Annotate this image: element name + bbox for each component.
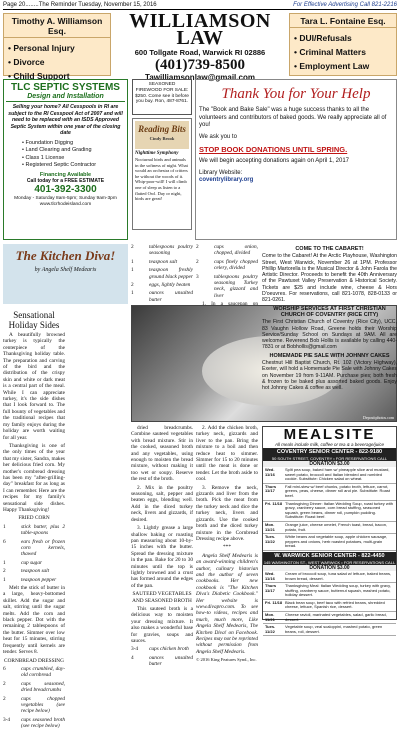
text: 2 [3,680,6,687]
text: cups chopped vegetables (see recipe below) [21,695,65,715]
ad-right-item: • DUI/Refusals [294,31,392,45]
book-review: Nocturnal birds and animals in the softness of night. What would an orchestra of critters be without the woods of it. Whip-poor-will! I will climb one of sleep as listen to a flatted Owl. Day or night, birds are great! [135,157,188,202]
tlc-phone: 401-392-3300 [34,183,97,195]
text: ounces unsalted butter [149,654,193,668]
text: eggs, lightly beaten [149,282,191,289]
ingredient [3,577,65,583]
ad-left-item: • Divorce [8,55,106,69]
menu-row [263,600,396,612]
dressing-title: CORNBREAD DRESSING [4,657,64,664]
ingredient [131,259,193,265]
menu-row [263,522,396,534]
text: Vegetable soup, veal scaloppini, mashed potato, green beans, roll, dessert. [285,624,383,634]
ingredient [3,666,65,679]
text: Thanksgiving Meal: Italian Wedding soup, turkey with gravy, stuffing, cranberry sauce, butternut squash, mashed potato, holiday dessert. [285,583,391,598]
kitchen-diva-banner [3,244,128,304]
text: ounces unsalted butter [149,290,193,303]
text: 1 [3,576,6,583]
author-bio: Angela Shelf Medearis is an award-winning children's author, culinary historian and the author of seven cookbooks. Her new cookbook is "The Kitchen Diva's Diabetic Cookbook." Her website is www.divapro.com. To see how-to videos, recipes and much, much more, Like Angela Shelf Medearis, The Kitchen Diva! on Facebook. Recipes may not be reprinted without permission from Angela Shelf Medearis. [196,552,258,655]
menu-row [263,612,396,624]
kitchen-diva-title: The Kitchen Diva! [15,248,116,263]
ad-left-item: • Personal Injury [8,41,106,55]
menu-row [263,571,396,583]
community-notices [262,244,397,394]
ad-right-name: Tara L. Fontaine Esq. [290,14,396,28]
notice-worship: The First Christian Church of Coventry (Rice City), UCC, 83 Vaughn Hollow Road, Greene holds their Worship Service/Sunday School on Sundays at 9AM. All are welcome. Reverend Bob Hollis is available by calling 440-7831 or at Bobhollis@gmail.com [262,319,397,351]
library-label: Library Website: [199,169,243,176]
reading-bits-column [132,118,192,230]
tlc-web: www.tlcrhodeisland.com [39,201,92,207]
tlc-hours: Monday - Saturday 8am-5pm; Sunday 9am-3pm [14,195,117,201]
center2-donation: DONATION $3.00 [263,565,396,571]
text: 6 [3,538,6,545]
text: Wed. 11/16 [265,570,275,581]
page-header [3,2,397,10]
text: 6 [3,665,6,672]
ad-right-attorney [289,13,397,76]
center2-name: W. WARWICK SENIOR CENTER - 822-4450 [263,552,396,560]
text: Thurs 11/17 [265,483,277,494]
text: 2 [3,568,6,575]
reading-bits-author: Cindy Brook [149,136,175,141]
menu-row [263,501,396,522]
ingredient [131,646,193,652]
article-col2c: 2. Mix in the poultry seasoning, salt, pepper and beaten eggs, blending well. Add in the diced turkey neck, livers and gizzards, if desired. [131,484,193,523]
ingredient [131,290,193,303]
menu-row [263,484,396,501]
copyright: © 2016 King Features Synd., Inc. [196,657,257,663]
article-col2e: This sauteed broth is a delicious way to moisten your dressing mixture. It also makes a wonderful base for gravies, soups and sauces. [131,605,193,644]
text: Cheese ravioli, marinated vegetables, salad, garlic bread, dessert. [285,612,387,622]
article-col-1 [3,308,65,732]
text: Tues. 11/22 [265,624,276,634]
mealsite-subtitle: All meals include milk, coffee or tea & a beverage/juice [274,442,385,447]
tlc-service: • Registered Septic Contractor [22,162,125,170]
ingredient [3,696,65,715]
reading-bits-logo [135,121,189,149]
ingredient [196,274,258,300]
center2-address: 145 WASHINGTON ST., WEST WARWICK • FOR RESERVATIONS CALL [263,559,396,565]
article-col3b: 2. Add the chicken broth, turkey neck, gizzards and liver to the pan. Bring the mixture to a boil and then reduce heat to simmer. Simmer for 15 to 20 minutes until the meat is done or tender. Let the broth aside to cool. [196,425,258,483]
text: teaspoon pepper [21,576,57,583]
book-title: Nighttime Symphony [135,151,179,156]
text: Tues. 11/22 [265,534,276,544]
text: 1 [131,267,134,274]
text: Fri. 11/18 [265,599,283,605]
firm-address: 600 Tollgate Road, Warwick RI 02886 [134,48,266,57]
tlc-pitch: Selling your home? All Cesspools in RI are subject to the RI Cesspool Act of 2007 and will need to be replaced with an ISDS Approved Septic System within one year of the closing date [8,104,123,136]
mealsite-title: MEALSITE [283,426,376,443]
text: Wed. 11/16 [265,467,275,477]
library-url[interactable]: coventrylibrary.org [199,177,254,183]
text: 2 [131,244,134,250]
tlc-service: • Land Clearing and Grading [22,147,125,155]
menu-row [263,467,396,484]
text: tablespoons poultry seasoning Turkey neck, gizzard and liver [214,273,258,299]
firm-email: Tawilliamsonlaw@gmail.com [145,73,255,82]
text: cups crumbled, day-old cornbread [21,665,65,679]
tlc-service: • Foundation Digging [22,140,125,148]
center1-address: 50 SOUTH STREET, COVENTRY • FOR RESERVATIONS CALL [263,456,396,461]
text: Fri. 11/18 [265,500,283,506]
tlc-title: TLC SEPTIC SYSTEMS [11,82,120,93]
text: White beans and vegetable soup, apple chicken sausage, peppers and onions, herb roasted potatoes, multi-grain bread. [285,534,388,549]
tlc-septic-ad [3,79,128,240]
tlc-estimate: Call today for a FREE ESTIMATE [26,177,105,184]
article-col-2-bottom [131,425,193,668]
ingredient [196,259,258,272]
ad-right-item: • Employment Law [294,59,392,73]
menu-row [263,583,396,600]
sauteed-title: SAUTEED VEGETABLES AND SEASONED BROTH [132,591,192,604]
article-p1: A beautifully browned turkey is typically the centerpiece of the Thanksgiving holiday table. The preparation and carving of the bird and the distribution of the crispy skin and white or dark meat is a central part of the meal. While I can appreciate turkey, it's the side dishes that I look forward to. The full bounty of vegetables and the traditional recipes that my family enjoys during the holiday are worth waiting for all year. [3,332,65,441]
text: Mon. 11/21 [265,612,275,622]
text: Thanksgiving Dinner: Italian Wedding Soup, roast turkey with gravy, cranberry sauce, corn bread stuffing, seasoned squash, green beans, dinner roll, pumpkin pudding. Substitute: Roast beef. [285,500,393,520]
article-col-3-top [196,244,258,304]
notice-title-piesale: HOMEMADE PIE SALE WITH JOHNNY CAKES [269,352,390,359]
article-col3c: 3. Remove the neck, gizzards and liver from the broth. Pick the meat from the turkey neck and dice the turkey neck, livers and gizzards. Use the cooked broth and the diced turkey mixture in the Cornbread Dressing recipe above. [196,484,258,542]
text: teaspoon salt [149,258,178,265]
ingredient [3,524,65,537]
article-p2: Thanksgiving is one of the only times of the year that my sister, Sandra, makes her delicious fried corn. My mother's cornbread dressing has been my "after-grilling-day" breakfast for as long as I can remember. Here are the recipes for my family's sensational side dishes. Happy Thanksgiving! [3,442,65,513]
ingredient [131,282,193,288]
notice-title-cabaret: COME TO THE CABARET! [295,246,364,252]
text: 2 [131,282,134,289]
firm-name-2: LAW [176,27,224,49]
ad-left-attorney [3,13,111,81]
thank-you-p3: We will begin accepting donations again on April 1, 2017 [199,158,349,164]
thank-you-p2: We ask you to [199,133,237,140]
text: Cream of broccoli soup, tuna salad w/ lettuce, baked beans, brown bread, dessert. [285,570,392,581]
notice-cabaret: Come to the Cabaret! At the Arctic Playhouse, Washington Street, West Warwick, November 26 at 1PM. Professor Phillip Martorella is the Musical Director & John Farola the Artistic Director. Proceeds to benefit the 40th Anniversary of the Pawtuxet Valley Preservation & Historical Society. Tickets are $25 and include wine, cheese & Hors D'oeuvres. For reservations, call 821-1078, 828-0133 or 821-0261. [262,253,397,304]
article-col2d: 3. Lightly grease a large shallow baking or roasting pan measuring about 10-by-15 inches with the butter. Spread the dressing mixture in the pan. Bake for 20 to 30 minutes until the top is lightly browned and a crust has formed around the edges of the pan. [131,525,193,589]
text: cups seasoned, dried breadcrumbs [21,680,65,694]
header-left: Page 20........The Reminder Tuesday, November 15, 2016 [3,2,157,8]
text: cups seasoned broth (see recipe below) [21,716,65,730]
ingredient [3,539,65,558]
text: 1 [3,559,6,566]
notice-piesale: Chestnut Hill Baptist Church, Rt. 102 (Victory Highway), Exeter, will hold a Homemade Pie Sale with Johnny Cakes on November 19 from 9-11AM. Purchase pies; both fresh & frozen to be baked plus assorted baked goods. Enjoy hot Johnny Cakes & coffee as well. [262,360,397,392]
thank-you-title: Thank You for Your Help [221,86,371,102]
ingredient [131,267,193,280]
article-col-3-bottom: 2. Add the chicken broth, turkey neck, gizzards and liver to the pan. Bring the mixture to a boil and then reduce heat to simmer. Simmer for 15 to 20 minutes until the meat is done or tender. Let the broth aside to cool. 3. Remove the neck, gizzards and liver from the broth. Pick the meat from the turkey neck and dice the turkey neck, livers and gizzards. Use the cooked broth and the diced turkey mixture in the Cornbread Dressing recipe above. *** Angela Shelf Medearis is an award-winning children's author, culinary historian and the author of seven cookbooks. Her new cookbook is "The Kitchen Diva's Diabetic Cookbook." Her website is www.divapro.com. To see how-to videos, recipes and much, much more, Like Angela Shelf Medearis, The Kitchen Diva! on Facebook. Recipes may not be reprinted without permission from Angela Shelf Medearis. © 2016 King Features Synd., Inc. [196,425,258,663]
text: 1 [131,258,134,265]
article-p3: Melt the stick of butter in a large, heavy-bottomed skillet. Add the sugar and salt, stirring until the sugar melts. Add the corn and black pepper. Dot with the remaining 2 tablespoons of the butter. Simmer over low heat for 15 minutes, stirring frequently until kernels are tender. Serves 8. [3,585,65,656]
text: cups chicken broth [149,646,189,653]
text: 3 [196,273,199,280]
ingredient [3,560,65,566]
text: ears fresh or frozen corn kernels, thawed [21,538,65,558]
text: 3-4 [131,646,139,653]
tlc-subtitle: Design and Installation [6,93,125,102]
text: 2 [196,258,199,265]
menu-row [263,534,396,551]
text: Split pea soup, baked ham w/ pineapple slice and mustard, sweet potato, broccoli and Italian blended and rumbled cookie. Substitute: Chicken salad on wheat. [285,467,390,482]
text: 2 [196,244,199,250]
ingredient [3,681,65,694]
tlc-financing: Financing Available [39,171,92,178]
thank-you-notice [195,79,397,240]
article-col2b: dried breadcrumbs. Combine sauteed vegetables with bread mixture. Stir in the cooked, seasoned broth and any vegetables, using enough to moisten the bread mixture, without making it too wet or soupy. Reserve the rest of the broth. [131,425,193,483]
text: cups finely chopped celery, divided [214,258,258,272]
kitchen-diva-byline: by Angela Shelf Medearis [34,267,97,273]
text: Orange juice, cheese omelet, French toast, bread, bacon, potato, fruit. [285,521,388,532]
text: Thurs 11/17 [265,583,277,593]
ingredient [196,244,258,257]
text: 4 [131,654,134,661]
text: 1 [3,523,6,530]
text: 1 [131,290,134,297]
mealsite-box [262,426,397,634]
firewood-classified: SEASONED FIREWOOD FOR SALE: $250. Come see it before you buy. Ron, 487-8761. [132,79,192,115]
article-col-2-top [131,244,193,304]
text: tablespoons poultry seasoning [149,244,193,257]
text: 3-4 [3,716,11,723]
photo-credit: Depositphotos.com [363,415,394,420]
menu-row [263,624,396,636]
ad-left-name: Timothy A. Williamson Esq. [4,14,110,38]
center1-name: COVENTRY SENIOR CENTER - 822-9180 [263,448,396,456]
ad-right-item: • Criminal Matters [294,45,392,59]
ad-left-item: • Child Support [8,69,106,83]
header-right: For Effective Advertising Call 821-2216 [293,2,397,8]
text: Mon. 11/21 [265,521,275,532]
thank-you-p1: The "Book and Bake Sale" was a huge success thanks to all the volunteers and contributors of baked goods. We really appreciate all of you! [199,107,387,128]
text: cups onion, chopped, divided [214,244,258,257]
firm-name-1: WILLIAMSON [129,10,271,32]
ingredient [131,655,193,668]
fried-corn-title: FRIED CORN [18,515,50,522]
article-headline: Sensational Holiday Sides [8,310,60,330]
firm-phone: (401)739-8500 [155,57,245,73]
ingredient [131,244,193,257]
tlc-service: • Class 1 License [22,155,125,163]
text: Black bean soup, beef taco with refried beans, shredded cheese, lettuce, Spanish rice, dessert. [285,599,385,610]
stop-donations: STOP BOOK DONATIONS UNTIL SPRING. [199,145,348,154]
reading-bits-logo-text: Reading Bits [138,124,186,134]
text: stick butter, plus 2 table-spoons [21,523,65,537]
ad-center-lawfirm [113,10,287,82]
text: cup sugar [21,559,43,566]
ingredient [3,568,65,574]
ingredient [3,717,65,730]
text: teaspoon freshly ground black pepper [149,267,193,280]
text: teaspoon salt [21,568,50,575]
center1-donation: DONATION $3.00 [263,461,396,467]
library-website [199,170,393,185]
text: Fall mini-stew w/ beef chunks, potato broth, lettuce, carrot, greens, peas, cheese, dinner roll and pie. Substitute: Roast beef. [285,483,390,498]
text: 2 [3,695,6,702]
notice-title-worship: WORSHIP SERVICES AT FIRST CHRISTIAN CHURCH OF COVENTRY (RICE CITY) [273,305,386,318]
